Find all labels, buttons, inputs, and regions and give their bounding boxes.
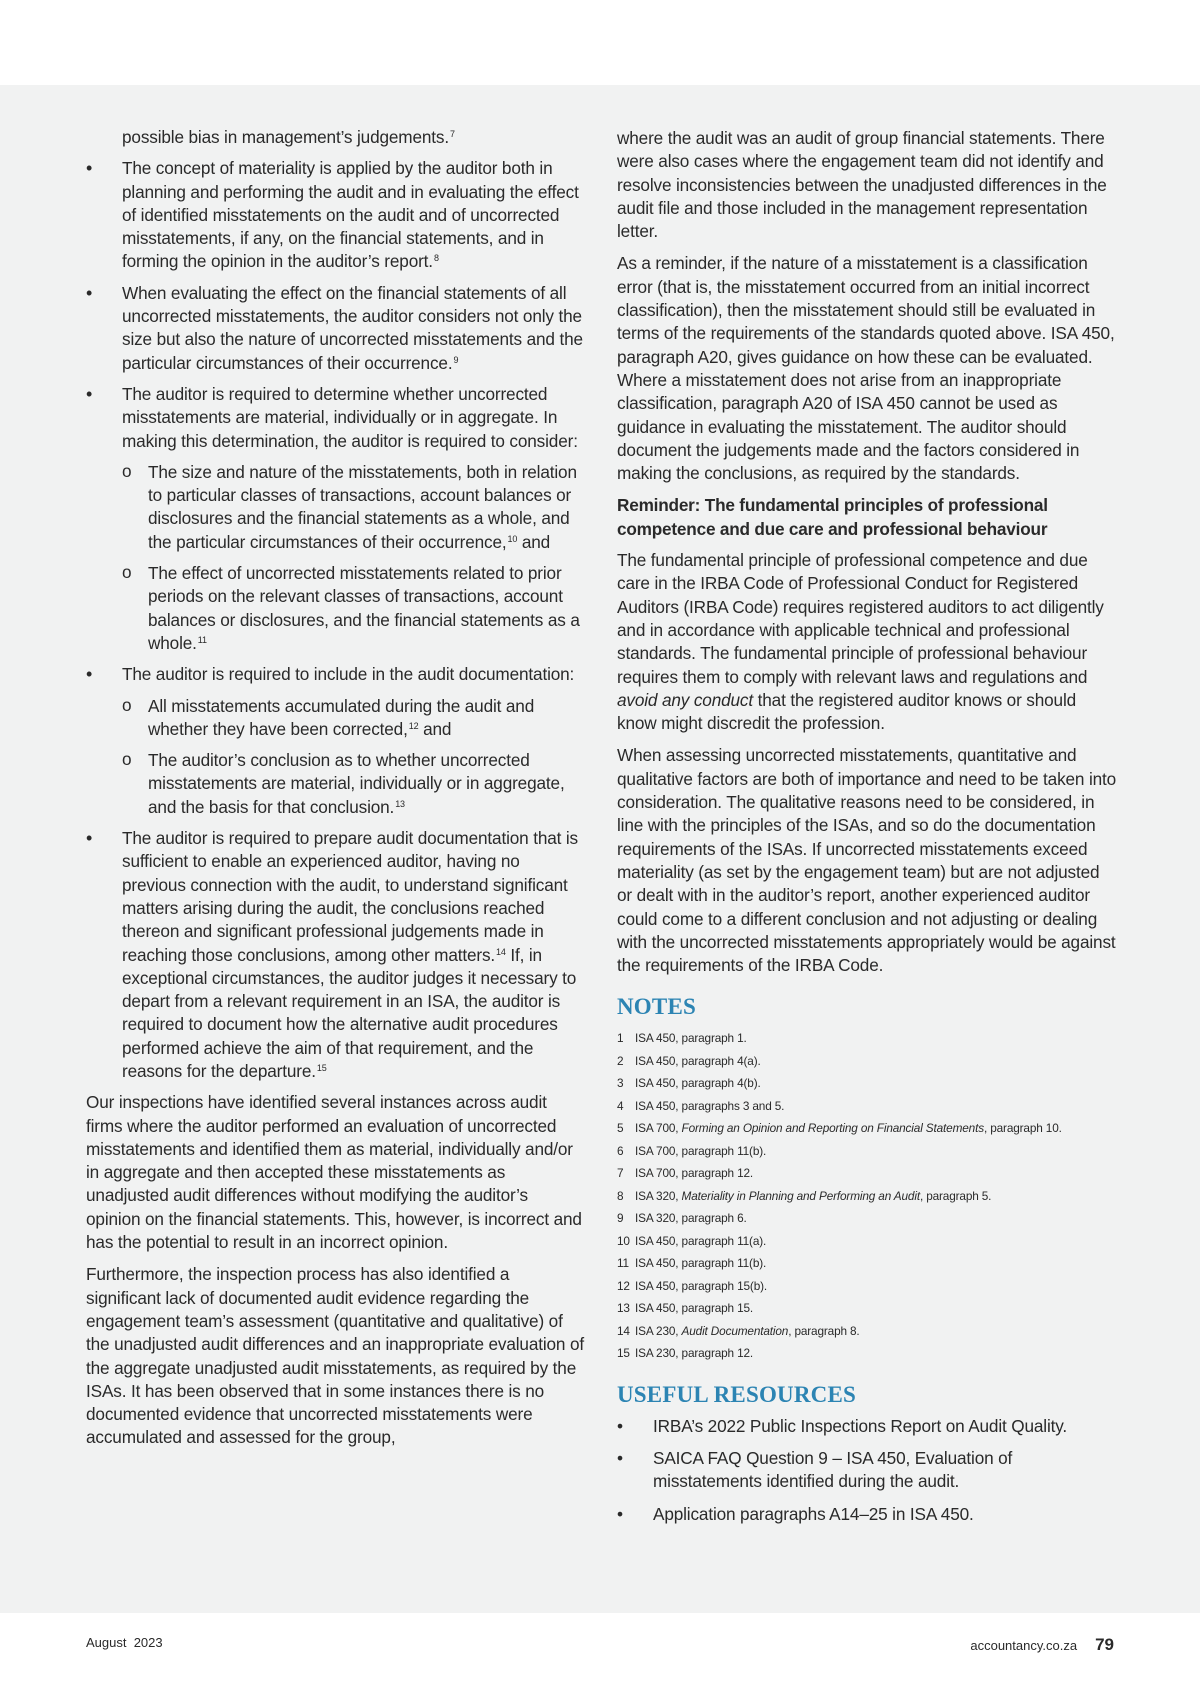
resources-list [617, 1415, 1117, 1526]
footnote-ref: 12 [408, 720, 419, 731]
footer-right [970, 1635, 1114, 1655]
bullet-item [86, 383, 586, 655]
requirements-list [86, 157, 586, 1083]
note-number: 12 [617, 1278, 630, 1293]
bullet-item [86, 157, 586, 273]
note-number: 11 [617, 1256, 629, 1271]
note-text: ISA 450, paragraph 1. [635, 1031, 747, 1046]
right-column [617, 127, 1117, 1535]
note-item [617, 1095, 1117, 1118]
paragraph-text: The fundamental principle of professional competence and due care in the IRBA Code of Professional Conduct for Registered Auditors (IRBA Code) requires registered auditors to act diligently and in accordance with applicable technical and professional standards. The fundamental principle of professional behaviour requires them to comply with relevant laws and regulations and [617, 550, 1104, 687]
note-text: ISA 450, paragraph 4(a). [635, 1053, 761, 1068]
note-text-suffix: , paragraph 10. [983, 1121, 1062, 1136]
bullet-item [86, 827, 586, 1083]
note-item [617, 1027, 1117, 1050]
footnote-ref: 15 [316, 1062, 327, 1073]
note-text: ISA 450, paragraph 4(b). [635, 1076, 761, 1091]
note-item [617, 1230, 1117, 1253]
continued-text [86, 126, 586, 149]
footnote-ref: 13 [395, 798, 405, 809]
note-item [617, 1140, 1117, 1163]
note-text: ISA 450, paragraph 11(b). [635, 1256, 767, 1271]
note-text: ISA 450, paragraphs 3 and 5. [635, 1098, 785, 1113]
resource-item: • SAICA FAQ Question 9 – ISA 450, Evaluation of misstatements identified during the audit. [617, 1447, 1117, 1494]
sub-item [122, 749, 586, 819]
sub-list [122, 461, 586, 655]
body-paragraph: As a reminder, if the nature of a misstatement is a classification error (that is, the misstatement occurred from an initial incorrect classification), then the misstatement should still be evaluated in terms of the requirements of the standards quoted above. ISA 450, paragraph A20, gives guidance on how these can be evaluated. Where a misstatement does not arise from an inappropriate classification, paragraph A20 of ISA 450 cannot be used as guidance in evaluating the misstatement. The auditor should document the judgements made and the factors considered in making the conclusions, as required by the standards. [617, 253, 1115, 484]
note-number: 2 [617, 1053, 624, 1068]
sub-item [122, 695, 586, 742]
note-text: ISA 230, [635, 1323, 682, 1338]
notes-heading: NOTES [617, 994, 696, 1020]
note-item [617, 1342, 1117, 1365]
body-paragraph: where the audit was an audit of group financial statements. There were also cases where the engagement team did not identify and resolve inconsistencies between the unadjusted differences in the audit file and those included in the management representation letter. [617, 128, 1107, 242]
note-item [617, 1252, 1117, 1275]
emphasis-text: avoid any conduct [617, 689, 753, 710]
footnote-ref: 14 [496, 946, 506, 957]
note-number: 14 [617, 1323, 630, 1338]
note-item [617, 1185, 1117, 1208]
note-number: 3 [617, 1076, 624, 1091]
note-number: 7 [617, 1166, 624, 1181]
note-title: Materiality in Planning and Performing an Audit [681, 1188, 920, 1203]
note-title: Forming an Opinion and Reporting on Financial Statements [681, 1121, 984, 1136]
body-paragraph: Our inspections have identified several instances across audit firms where the auditor performed an evaluation of uncorrected misstatements and identified them as material, individually and/or in aggregate and then accepted these misstatements as unadjusted audit differences without modifying the auditor’s opinion on the financial statements. This, however, is incorrect and has the potential to result in an incorrect opinion. [86, 1092, 582, 1253]
note-number: 15 [617, 1346, 630, 1361]
sub-item-text: The size and nature of the misstatements, both in relation to particular classes of transactions, account balances or disclosures and the financial statements as a whole, and the particular circumstances of their occurrence, [148, 461, 577, 552]
bullet-text: The auditor is required to prepare audit documentation that is sufficient to enable an experienced auditor, having no previous connection with the audit, to understand significant matters arising during the audit, the conclusions reached thereon and significant professional judgements made in reaching those conclusions, among other matters. [122, 828, 578, 965]
body-paragraph: When assessing uncorrected misstatements, quantitative and qualitative factors are both of importance and need to be taken into consideration. The qualitative reasons need to be considered, in line with the principles of the ISAs, and so do the documentation requirements of the ISAs. If uncorrected misstatements exceed materiality (as set by the engagement team) but are not adjusted or dealt with in the auditor’s report, another experienced auditor could come to a different conclusion and not adjusting or dealing with the uncorrected misstatements appropriately would be against the requirements of the IRBA Code. [617, 745, 1117, 976]
note-item [617, 1275, 1117, 1298]
note-text: ISA 450, paragraph 15(b). [635, 1278, 768, 1293]
note-item [617, 1162, 1117, 1185]
note-text: ISA 700, [635, 1121, 682, 1136]
note-text: ISA 700, paragraph 12. [635, 1166, 754, 1181]
note-item [617, 1297, 1117, 1320]
sub-item-text: The auditor’s conclusion as to whether uncorrected misstatements are material, individually or in aggregate, and the basis for that conclusion. [148, 750, 565, 817]
notes-list [617, 1027, 1117, 1365]
sub-item-text: All misstatements accumulated during the audit and whether they have been corrected, [148, 695, 535, 739]
note-number: 5 [617, 1121, 624, 1136]
footnote-ref: 9 [453, 354, 459, 365]
note-item [617, 1072, 1117, 1095]
note-number: 13 [617, 1301, 630, 1316]
body-paragraph [617, 549, 1117, 735]
note-text-suffix: , paragraph 8. [788, 1323, 860, 1338]
note-number: 8 [617, 1188, 624, 1203]
continued-text-body: possible bias in management’s judgements. [122, 127, 449, 147]
sub-item-suffix: and [418, 718, 452, 739]
footnote-ref: 7 [449, 129, 455, 139]
note-text-suffix: , paragraph 5. [919, 1188, 992, 1203]
bullet-text-continued: If, in exceptional circumstances, the auditor judges it necessary to depart from a relevant requirement in an ISA, the auditor is required to document how the alternative audit procedures performed achieve the aim of that requirement, and the reasons for the departure. [122, 944, 577, 1081]
note-item [617, 1207, 1117, 1230]
note-text: ISA 450, paragraph 11(a). [635, 1233, 767, 1248]
reminder-subheading: Reminder: The fundamental principles of professional competence and due care and professional behaviour [617, 495, 1048, 539]
note-number: 6 [617, 1143, 624, 1158]
bullet-item [86, 282, 586, 375]
note-text: ISA 230, paragraph 12. [635, 1346, 754, 1361]
sub-item-text: The effect of uncorrected misstatements related to prior periods on the relevant classes of transactions, account balances or disclosures, and the financial statements as a whole. [148, 563, 580, 653]
bullet-text: The concept of materiality is applied by the auditor both in planning and performing the audit and in evaluating the effect of identified misstatements on the audit and of uncorrected misstatements, if any, on the financial statements, and in forming the opinion in the auditor’s report. [122, 158, 579, 272]
bullet-text: The auditor is required to determine whether uncorrected misstatements are material, individually or in aggregate. In making this determination, the auditor is required to consider: [122, 383, 578, 451]
bullet-item [86, 663, 586, 819]
note-number: 4 [617, 1098, 624, 1113]
note-number: 10 [617, 1233, 630, 1248]
resource-item: • IRBA’s 2022 Public Inspections Report on Audit Quality. [617, 1415, 1117, 1438]
footer-date: August 2023 [86, 1635, 163, 1650]
bullet-text: The auditor is required to include in the audit documentation: [122, 664, 575, 685]
bullet-text: When evaluating the effect on the financial statements of all uncorrected misstatements, the auditor considers not only the size but also the nature of uncorrected misstatements and the particular circumstances of their occurrence. [122, 282, 583, 373]
note-number: 1 [617, 1031, 624, 1046]
note-item [617, 1050, 1117, 1073]
note-item [617, 1320, 1117, 1343]
resources-heading: USEFUL RESOURCES [617, 1381, 857, 1407]
left-column [86, 126, 586, 1459]
note-title: Audit Documentation [681, 1323, 789, 1338]
note-text: ISA 320, paragraph 6. [635, 1211, 747, 1226]
footnote-ref: 11 [197, 634, 207, 645]
sub-list [122, 695, 586, 819]
footnote-ref: 8 [433, 253, 439, 264]
note-text: ISA 700, paragraph 11(b). [635, 1143, 767, 1158]
paragraph-text: that the registered auditor knows or should know might discredit the profession. [617, 689, 1077, 734]
sub-item [122, 461, 586, 554]
note-text: ISA 320, [635, 1188, 682, 1203]
resource-item: • Application paragraphs A14–25 in ISA 450. [617, 1503, 1117, 1526]
note-number: 9 [617, 1211, 624, 1226]
note-item [617, 1117, 1117, 1140]
page-number: 79 [1095, 1635, 1114, 1654]
sub-item-suffix: and [517, 531, 551, 552]
body-paragraph: Furthermore, the inspection process has also identified a significant lack of documented audit evidence regarding the engagement team’s assessment (quantitative and qualitative) of the unadjusted audit differences and an inappropriate evaluation of the aggregate unadjusted audit misstatements, as required by the ISAs. It has been observed that in some instances there is no documented evidence that uncorrected misstatements were accumulated and assessed for the group, [86, 1264, 584, 1448]
footnote-ref: 10 [507, 533, 518, 544]
sub-item [122, 562, 586, 655]
footer-site: accountancy.co.za [970, 1638, 1078, 1653]
note-text: ISA 450, paragraph 15. [635, 1301, 754, 1316]
